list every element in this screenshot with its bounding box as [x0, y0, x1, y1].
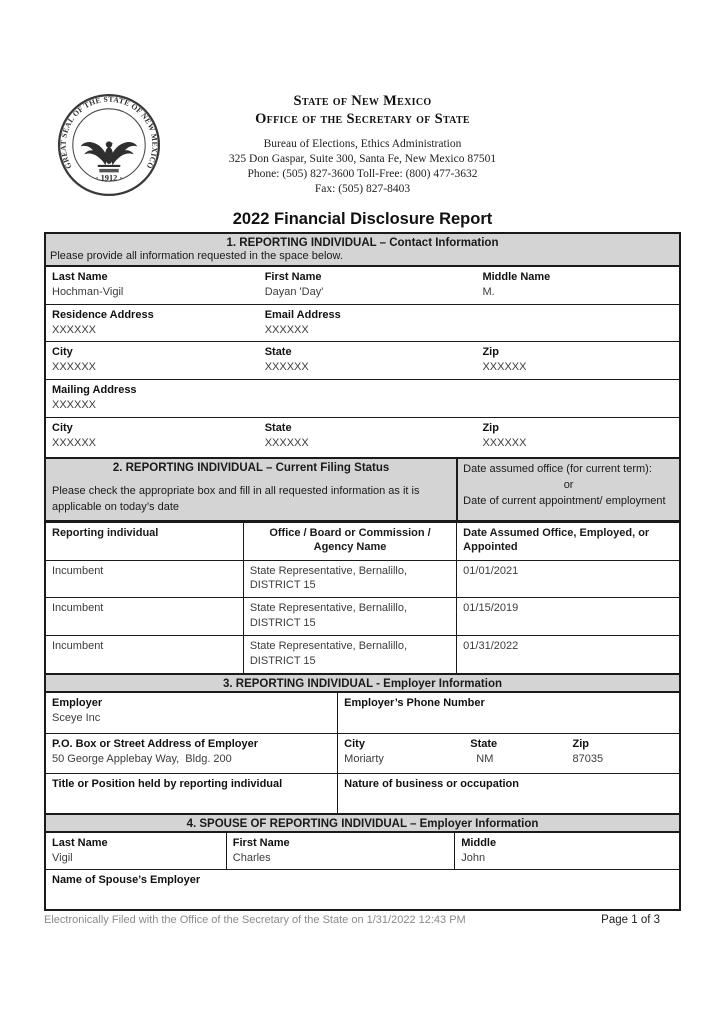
middle-name-value: M. [482, 285, 495, 298]
mailing-city-state-zip-row [46, 417, 679, 457]
section1-title: 1. REPORTING INDIVIDUAL – Contact Information [226, 237, 499, 249]
residence-address-field [46, 305, 259, 342]
mailing-state-field [259, 418, 477, 457]
residence-city-value: XXXXXX [52, 361, 97, 374]
disclosure-form [44, 232, 681, 911]
spouse-last-name-label: Last Name [52, 836, 108, 849]
last-name-field [46, 267, 259, 304]
section2-header [46, 457, 679, 522]
row1-office: State Representative, Bernalillo, DISTRICT 15 [243, 561, 456, 598]
mailing-city-field [46, 418, 259, 457]
spouse-middle-label: Middle [461, 836, 497, 849]
middle-name-label: Middle Name [482, 271, 551, 283]
page-footer [44, 914, 681, 926]
employer-zip-field [567, 734, 679, 771]
employer-field [46, 693, 337, 733]
row2-office: State Representative, Bernalillo, DISTRICT 15 [243, 598, 456, 635]
row3-individual: Incumbent [52, 640, 104, 652]
section2-date-box [456, 459, 679, 520]
col-header-reporting-individual: Reporting individual [52, 526, 159, 539]
section2-header-left [46, 459, 456, 520]
row1-date: 01/01/2021 [456, 561, 679, 598]
residence-state-field [259, 342, 477, 379]
nature-field [337, 774, 679, 813]
residence-address-label: Residence Address [52, 308, 154, 321]
last-name-label: Last Name [52, 271, 108, 283]
date-box-line1: Date assumed office (for current term): [463, 462, 652, 475]
employer-state-value: NM [476, 752, 494, 765]
org-name-line1: State of New Mexico [293, 93, 432, 109]
row3-date: 01/31/2022 [456, 636, 679, 673]
spouse-first-name-label: First Name [232, 836, 290, 849]
section3-title: 3. REPORTING INDIVIDUAL - Employer Information [222, 677, 502, 690]
filing-status-row [46, 560, 679, 598]
spouse-employer-label: Name of Spouse’s Employer [52, 874, 201, 887]
spouse-employer-row [46, 869, 679, 909]
spouse-middle-field [454, 833, 679, 870]
middle-name-field [476, 267, 679, 304]
employer-label: Employer [52, 696, 103, 709]
spouse-employer-field [46, 870, 679, 909]
employer-row [46, 693, 679, 733]
residence-zip-field [476, 342, 679, 379]
page-number: Page 1 of 3 [601, 914, 660, 926]
name-row [46, 267, 679, 304]
section4-header [46, 813, 679, 833]
org-name-line2: Office of the Secretary of State [255, 111, 470, 128]
residence-state-value: XXXXXX [264, 361, 309, 374]
mailing-zip-label: Zip [482, 421, 499, 434]
col-header-date-assumed: Date Assumed Office, Employed, or Appointed [456, 523, 679, 560]
section1-header [46, 234, 679, 267]
nature-label: Nature of business or occupation [344, 777, 519, 790]
row1-individual: Incumbent [52, 564, 104, 577]
first-name-label: First Name [264, 271, 322, 283]
last-name-value: Hochman-Vigil [52, 285, 124, 298]
employer-phone-label: Employer’s Phone Number [344, 696, 485, 709]
employer-state-field [464, 734, 566, 771]
spouse-last-name-value: Vigil [52, 851, 73, 864]
mailing-address-row [46, 379, 679, 417]
spouse-middle-value: John [461, 851, 486, 864]
employer-zip-value: 87035 [572, 752, 604, 765]
employer-phone-field [337, 693, 679, 733]
residence-city-field [46, 342, 259, 379]
row2-individual: Incumbent [52, 602, 104, 615]
svg-text:GREAT SEAL OF THE STATE OF NEW: GREAT SEAL OF THE STATE OF NEW MEXICO [58, 94, 160, 171]
email-address-value: XXXXXX [264, 323, 309, 336]
col-header-office: Office / Board or Commission / Agency Name [243, 523, 456, 560]
fax-line: Fax: (505) 827-8403 [314, 183, 411, 196]
mailing-city-label: City [52, 421, 73, 434]
spacer-cell [476, 305, 679, 342]
residence-address-value: XXXXXX [52, 323, 97, 336]
filing-status-row [46, 635, 679, 673]
residence-city-label: City [52, 346, 73, 359]
position-field [46, 774, 337, 813]
residence-zip-label: Zip [482, 346, 499, 359]
residence-email-row [46, 304, 679, 342]
residence-city-state-zip-row [46, 341, 679, 379]
bureau-line: Bureau of Elections, Ethics Administration [263, 138, 462, 151]
mailing-address-label: Mailing Address [52, 384, 137, 397]
employer-state-label: State [470, 737, 498, 750]
employer-value: Sceye Inc [52, 711, 101, 724]
employer-address-row [46, 733, 679, 773]
mailing-city-value: XXXXXX [52, 436, 97, 449]
employer-city-field [338, 734, 464, 771]
residence-zip-value: XXXXXX [482, 361, 527, 374]
spouse-first-name-value: Charles [232, 851, 271, 864]
section4-title: 4. SPOUSE OF REPORTING INDIVIDUAL – Employer Information [186, 817, 539, 830]
mailing-zip-field [476, 418, 679, 457]
spouse-name-row [46, 833, 679, 870]
eagle-icon [81, 141, 138, 172]
phone-line: Phone: (505) 827-3600 Toll-Free: (800) 477-3632 [247, 168, 478, 181]
letterhead [44, 92, 681, 229]
date-box-or: or [563, 478, 574, 491]
employer-city-value: Moriarty [344, 752, 384, 765]
seal-year: · 1912 · [95, 173, 123, 183]
spouse-last-name-field [46, 833, 226, 870]
email-address-label: Email Address [264, 308, 341, 321]
filing-status-column-headers [46, 522, 679, 560]
first-name-value: Dayan 'Day' [264, 285, 324, 298]
employer-zip-label: Zip [572, 737, 589, 750]
report-title: 2022 Financial Disclosure Report [232, 210, 493, 228]
section1-instructions: Please provide all information requested in the space below. [50, 250, 343, 262]
employer-address-label: P.O. Box or Street Address of Employer [52, 737, 259, 750]
position-label: Title or Position held by reporting individual [52, 777, 283, 790]
employer-address-field [46, 734, 337, 773]
employer-city-state-zip [337, 734, 679, 773]
email-address-field [259, 305, 477, 342]
mailing-state-label: State [264, 421, 292, 434]
section2-instructions: Please check the appropriate box and fill in all requested information as it is applicable on today’s date [52, 484, 420, 513]
mailing-zip-value: XXXXXX [482, 436, 527, 449]
filing-status-row [46, 597, 679, 635]
efiled-stamp: Electronically Filed with the Office of the Secretary of the State on 1/31/2022 12:43 PM [44, 914, 466, 926]
spouse-first-name-field [226, 833, 455, 870]
row3-office: State Representative, Bernalillo, DISTRICT 15 [243, 636, 456, 673]
residence-state-label: State [264, 346, 292, 359]
first-name-field [259, 267, 477, 304]
section2-title: 2. REPORTING INDIVIDUAL – Current Filing Status [112, 461, 390, 474]
street-line: 325 Don Gaspar, Suite 300, Santa Fe, New Mexico 87501 [228, 153, 497, 166]
section3-header [46, 673, 679, 693]
mailing-address-value: XXXXXX [52, 398, 97, 411]
employer-address-value: 50 George Applebay Way, Bldg. 200 [52, 752, 232, 765]
position-nature-row [46, 773, 679, 813]
mailing-state-value: XXXXXX [264, 436, 309, 449]
new-mexico-state-seal-icon [56, 92, 162, 198]
employer-city-label: City [344, 737, 365, 750]
row2-date: 01/15/2019 [456, 598, 679, 635]
date-box-line2: Date of current appointment/ employment [463, 494, 666, 507]
mailing-address-field [46, 380, 679, 417]
